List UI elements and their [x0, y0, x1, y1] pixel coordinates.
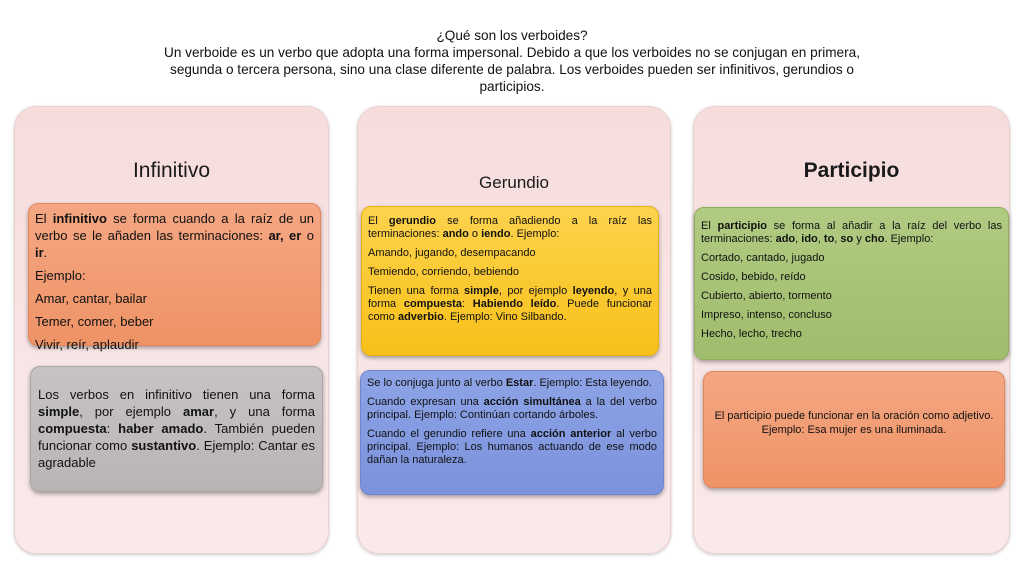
gerundio-note-a [367, 377, 657, 390]
intro-text [140, 27, 884, 95]
example-line: Amando, jugando, desempacando [368, 247, 536, 259]
example-line: Vivir, reír, aplaudir [35, 337, 139, 352]
panel-title-gerundio: Gerundio [479, 173, 549, 192]
bold-text: participio [717, 220, 767, 232]
bold-text: Habiendo leído [472, 298, 557, 310]
text: Se lo conjuga junto al verbo [367, 377, 506, 389]
infinitivo-note [38, 386, 315, 471]
bold-text: acción anterior [530, 428, 612, 440]
example-line: Cubierto, abierto, tormento [701, 290, 832, 302]
example-line: Cosido, bebido, reído [701, 271, 806, 283]
participio-note-box [703, 371, 1005, 488]
bold-text: compuesta [38, 421, 107, 436]
panel-infinitivo [14, 106, 329, 554]
participio-main-box [694, 207, 1009, 360]
panel-title-infinitivo: Infinitivo [132, 159, 211, 182]
text: Cuando el gerundio refiere una [367, 428, 531, 440]
text: , [795, 233, 802, 245]
bold-text: so [840, 233, 854, 245]
gerundio-note-b [367, 396, 657, 422]
text: . También pueden funcionar como [38, 421, 315, 453]
example-line: Hecho, lecho, trecho [701, 328, 802, 340]
bold-text: haber amado [118, 421, 204, 436]
bold-text: simple [38, 404, 80, 419]
gerundio-note-box [360, 370, 664, 495]
text: al verbo principal. Ejemplo: Los humanos actuando de ese modo dañan la naturaleza. [367, 428, 657, 466]
bold-text: ir [35, 245, 44, 260]
text: . Ejemplo: [884, 233, 934, 245]
bold-text: to [823, 233, 835, 245]
bold-text: sustantivo [131, 438, 197, 453]
infinitivo-note-box [30, 366, 323, 492]
example-line: Amar, cantar, bailar [35, 291, 147, 306]
bold-text: adverbio [397, 311, 444, 323]
page-title: ¿Qué son los verboides? [436, 28, 588, 43]
text: o [468, 228, 482, 240]
text: El [701, 220, 718, 232]
bold-text: simple [464, 285, 499, 297]
term-infinitivos: infinitivos [719, 62, 776, 77]
participio-note: El participio puede funcionar en la oración como adjetivo. Ejemplo: Esa mujer es una iluminada. [714, 410, 994, 436]
gerundio-main-box [361, 206, 659, 356]
text: : [106, 421, 119, 436]
text: se forma añadiendo a la raíz las terminaciones: [368, 215, 652, 240]
example-line: Impreso, intenso, concluso [701, 309, 832, 321]
ejemplo-label: Ejemplo: [35, 268, 86, 283]
intro-end: . [540, 79, 545, 94]
infinitivo-definition [35, 210, 314, 261]
text: , y una forma [368, 285, 652, 310]
text: , [834, 233, 841, 245]
example-line: Temiendo, corriendo, bebiendo [368, 266, 520, 278]
text: Cuando expresan una [367, 396, 484, 408]
bold-text: ado [775, 233, 796, 245]
text: . Ejemplo: Vino Silbando. [443, 311, 567, 323]
text: . Puede funcionar como [368, 298, 652, 323]
bold-text: ar, er [268, 228, 302, 243]
text: . Ejemplo: [510, 228, 560, 240]
text: , por ejemplo [79, 404, 183, 419]
text: se forma cuando a la raíz de un verbo se le añaden las terminaciones: [35, 211, 314, 243]
bold-text: acción simultánea [483, 396, 581, 408]
text: , y una forma [214, 404, 315, 419]
panel-title-participio: Participio [803, 159, 900, 182]
infinitivo-main-box [28, 203, 321, 352]
bold-text: ando [442, 228, 469, 240]
gerundio-definition [368, 215, 652, 241]
text: , por ejemplo [498, 285, 573, 297]
example-line: Temer, comer, beber [35, 314, 154, 329]
bold-text: infinitivo [52, 211, 107, 226]
text: : [461, 298, 473, 310]
term-gerundios: gerundios [782, 62, 843, 77]
text: . Ejemplo: Esta leyendo. [533, 377, 652, 389]
gerundio-forms [368, 285, 652, 324]
bold-text: Estar [505, 377, 534, 389]
text: El [368, 215, 389, 227]
intro-sep: , [775, 62, 783, 77]
bold-text: gerundio [388, 215, 436, 227]
text: , [817, 233, 824, 245]
participio-definition [701, 220, 1002, 246]
bold-text: cho [864, 233, 885, 245]
intro-body: Un verboide es un verbo que adopta una forma impersonal. Debido a que los verboides no se conjugan en primera, segunda o tercera persona, sino una clase diferente de palabra. Los verboides pueden ser [164, 45, 860, 77]
text: . Ejemplo: Cantar es agradable [38, 438, 315, 470]
text: . [43, 245, 48, 260]
text: y [853, 233, 865, 245]
text: se forma al añadir a la raíz del verbo las terminaciones: [701, 220, 1002, 245]
bold-text: leyendo [572, 285, 615, 297]
bold-text: ido [801, 233, 818, 245]
panel-gerundio [357, 106, 671, 554]
panel-participio [693, 106, 1010, 554]
text: Los verbos en infinitivo tienen una forma [38, 387, 315, 402]
gerundio-note-c [367, 428, 657, 467]
bold-text: iendo [481, 228, 511, 240]
text: Tienen una forma [368, 285, 464, 297]
example-line: Cortado, cantado, jugado [701, 252, 825, 264]
bold-text: compuesta [403, 298, 462, 310]
text: El [35, 211, 53, 226]
intro-sep: o [842, 62, 854, 77]
term-participios: participios [479, 79, 541, 94]
bold-text: amar [183, 404, 215, 419]
text: o [301, 228, 314, 243]
text: a la del verbo principal. Ejemplo: Continúan cortando árboles. [367, 396, 657, 421]
